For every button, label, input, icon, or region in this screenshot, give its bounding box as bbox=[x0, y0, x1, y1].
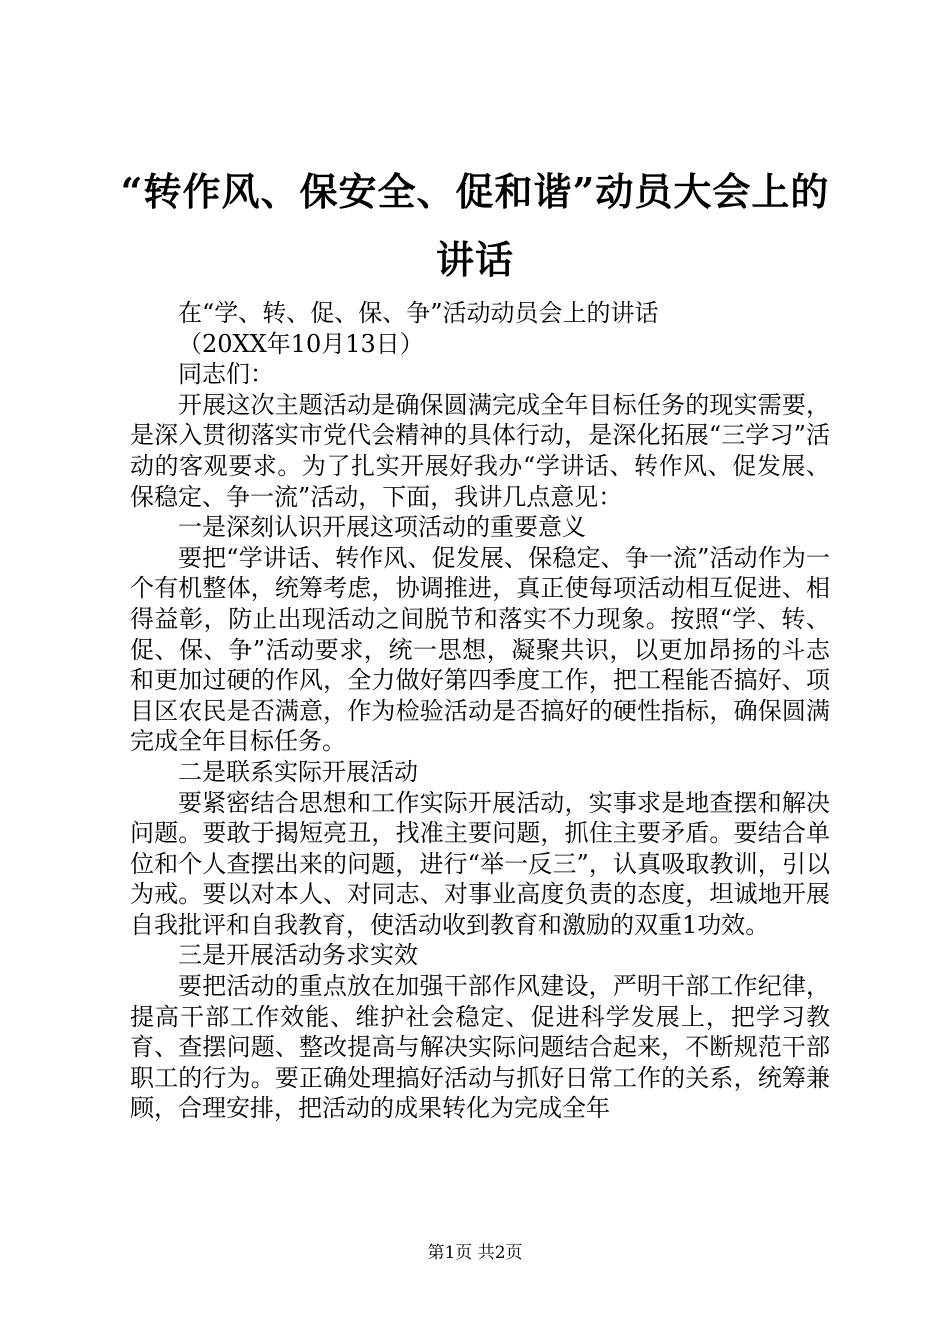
document-title: “转作风、保安全、促和谐”动员大会上的讲话 bbox=[120, 169, 830, 282]
body-paragraph: 要紧密结合思想和工作实际开展活动，实事求是地查摆和解决问题。要敢于揭短亮丑，找准主要问题，抓住主要矛盾。要结合单位和个人查摆出来的问题，进行“举一反三”，认真吸取教训，引以为戒。要以对本人、对同志、对事业高度负责的态度，坦诚地开展自我批评和自我教育，使活动收到教育和激励的双重1功效。 bbox=[130, 788, 830, 939]
body-paragraph: 开展这次主题活动是确保圆满完成全年目标任务的现实需要，是深入贯彻落实市党代会精神的具体行动，是深化拓展“三学习”活动的客观要求。为了扎实开展好我办“学讲话、转作风、促发展、保稳定、争一流”活动，下面，我讲几点意见： bbox=[130, 390, 830, 511]
document-body bbox=[130, 298, 830, 1124]
speech-date: （20XX年10月13日） bbox=[178, 329, 424, 358]
section-heading-1: 一是深刻认识开展这项活动的重要意义 bbox=[178, 513, 586, 542]
section-heading-2: 二是联系实际开展活动 bbox=[178, 757, 418, 786]
body-paragraph: 要把“学讲话、转作风、促发展、保稳定、争一流”活动作为一个有机整体，统筹考虑，协调推进，真正使每项活动相互促进、相得益彰，防止出现活动之间脱节和落实不力现象。按照“学、转、促、保、争”活动要求，统一思想，凝聚共识，以更加昂扬的斗志和更加过硬的作风，全力做好第四季度工作，把工程能否搞好、项目区农民是否满意，作为检验活动是否搞好的硬性指标，确保圆满完成全年目标任务。 bbox=[130, 543, 830, 756]
section-heading-3: 三是开展活动务求实效 bbox=[178, 941, 418, 970]
speech-subtitle: 在“学、转、促、保、争”活动动员会上的讲话 bbox=[178, 299, 659, 327]
salutation: 同志们： bbox=[178, 360, 274, 389]
body-paragraph: 要把活动的重点放在加强干部作风建设，严明干部工作纪律，提高干部工作效能、维护社会稳定、促进科学发展上，把学习教育、查摆问题、整改提高与解决实际问题结合起来，不断规范干部职工的行为。要正确处理搞好活动与抓好日常工作的关系，统筹兼顾，合理安排，把活动的成果转化为完成全年 bbox=[130, 972, 830, 1123]
page-number-footer: 第1页 共2页 bbox=[427, 1243, 523, 1263]
